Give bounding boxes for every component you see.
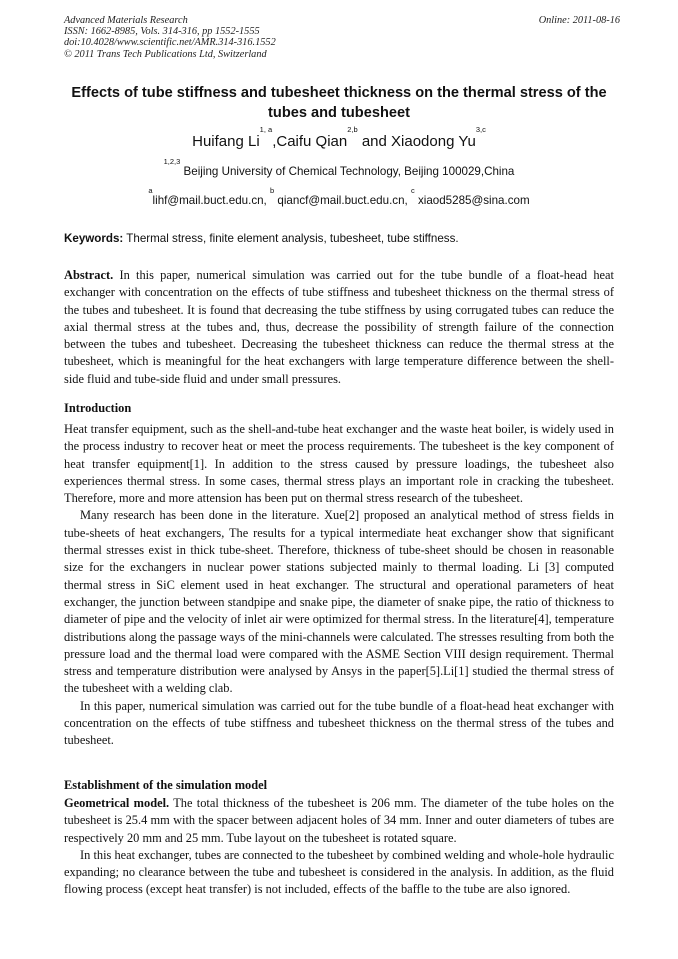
model-body [64, 795, 614, 899]
copyright-line: © 2011 Trans Tech Publications Ltd, Switzerland [64, 48, 267, 60]
email-superscript: a [148, 186, 153, 195]
author-name: ,Caifu Qian [272, 133, 348, 150]
journal-header [64, 15, 620, 60]
journal-name: Advanced Materials Research [64, 15, 188, 26]
paragraph: The total thickness of the tubesheet is 206 mm. The diameter of the tube holes on the tubesheet is 25.4 mm with the spacer between adjacent holes of 34 mm. Inner and outer diameters of tubes are respectively 20 mm and 25 mm. Tube layout on the tubesheet is rotated square. [64, 796, 614, 845]
author-name: and Xiaodong Yu [357, 133, 476, 150]
paragraph: In this paper, numerical simulation was carried out for the tube bundle of a float-head heat exchanger with concentration on the effects of tube stiffness and tubesheet thickness on the thermal stress of the tubes and tubesheet. [64, 698, 614, 748]
paper-title: Effects of tube stiffness and tubesheet thickness on the thermal stress of the tubes and tubesheet [71, 85, 607, 121]
email-superscript: b [270, 186, 275, 195]
issn-line: ISSN: 1662-8985, Vols. 314-316, pp 1552-1555 [64, 26, 260, 38]
geometrical-model-label: Geometrical model. [64, 796, 170, 810]
keywords-text: Thermal stress, finite element analysis, tubesheet, tube stiffness. [123, 232, 459, 245]
paragraph: Many research has been done in the literature. Xue[2] proposed an analytical method of stress fields in tube-sheets of heat exchangers, The results for a typical intermediate heat exchanger show that significant thermal stresses exist in thick tube-sheet. Therefore, thickness of tube-sheet should be chosen in reasonable size for the exchangers in nuclear power stations subjected mainly to thermal loading. Li [3] computed thermal stress in SiC element used in heat exchanger. The structural and operational parameters of heat exchanger, the junction between standpipe and snake pipe, the diameter of snake pipe, the ratio of thickness to diameter of pipe and the velocity of inlet air were optimized for thermal stress. In the literature[4], temperature distributions along the passage ways of the mini-channels were calculated. The stresses resulting from both the pressure load and the thermal load were compared with the ASME Section VIII design requirement. Thermal stress and temperature distribution were analysed by Ansys in the paper[5].Li[1] studied the thermal stress of the tubesheet with a welding clab. [64, 508, 614, 696]
email-address: qiancf@mail.buct.edu.cn, [274, 194, 411, 207]
abstract-text: In this paper, numerical simulation was carried out for the tube bundle of a float-head heat exchanger with concentration on the effects of tube stiffness and tubesheet thickness on the thermal stress of the tubes and tubesheet. It is found that decreasing the tube stiffness by using corrugated tubes can reduce the axial thermal stress at the tubes and, thus, decrease the possibility of strength failure of the connection between the tubes and tubesheet. Decreasing the tubesheet thickness can reduce the thermal stress at the tubesheet, which is meaningful for the heat exchangers with large temperature difference between the shell-side fluid and tube-side fluid and under small pressures. [64, 268, 614, 386]
email-superscript: c [410, 186, 415, 195]
online-date: Online: 2011-08-16 [538, 15, 620, 26]
model-heading: Establishment of the simulation model [64, 778, 268, 792]
affiliation-superscript: 1,2,3 [163, 157, 181, 166]
keywords [64, 231, 624, 247]
introduction-body [64, 421, 614, 750]
author-line [0, 125, 678, 152]
author-superscript: 1, a [259, 125, 273, 134]
affiliation [0, 157, 678, 180]
author-superscript: 3,c [475, 125, 486, 134]
email-address: lihf@mail.buct.edu.cn, [152, 194, 271, 207]
keywords-label: Keywords: [64, 232, 124, 245]
introduction-heading: Introduction [64, 401, 132, 415]
email-address: xiaod5285@sina.com [414, 194, 530, 207]
abstract [64, 267, 614, 388]
author-superscript: 2,b [347, 125, 358, 134]
paragraph: In this heat exchanger, tubes are connected to the tubesheet by combined welding and whole-hole hydraulic expanding; no clearance between the tube and tubesheet is considered in the analysis. In addition, as the fluid flowing process (except heat transfer) is not included, effects of the baffle to the tube are also ignored. [64, 847, 614, 897]
email-line [0, 186, 678, 209]
affiliation-text: Beijing University of Chemical Technology, Beijing 100029,China [183, 165, 515, 178]
author-name: Huifang Li [192, 133, 260, 150]
paragraph: Heat transfer equipment, such as the shell-and-tube heat exchanger and the waste heat boiler, is widely used in the process industry to recover heat or meet the process requirements. The tubesheet is the key component of heat transfer equipment[1]. In addition to the stress caused by pressure loadings, the tubesheet also experiences thermal stress. In some cases, thermal stress plays an important role in cracking the tubesheet. Therefore, more and more attension has been put on thermal stress research of the tubesheet. [64, 422, 614, 506]
abstract-label: Abstract. [64, 268, 114, 282]
doi-line: doi:10.4028/www.scientific.net/AMR.314-316.1552 [64, 37, 276, 49]
